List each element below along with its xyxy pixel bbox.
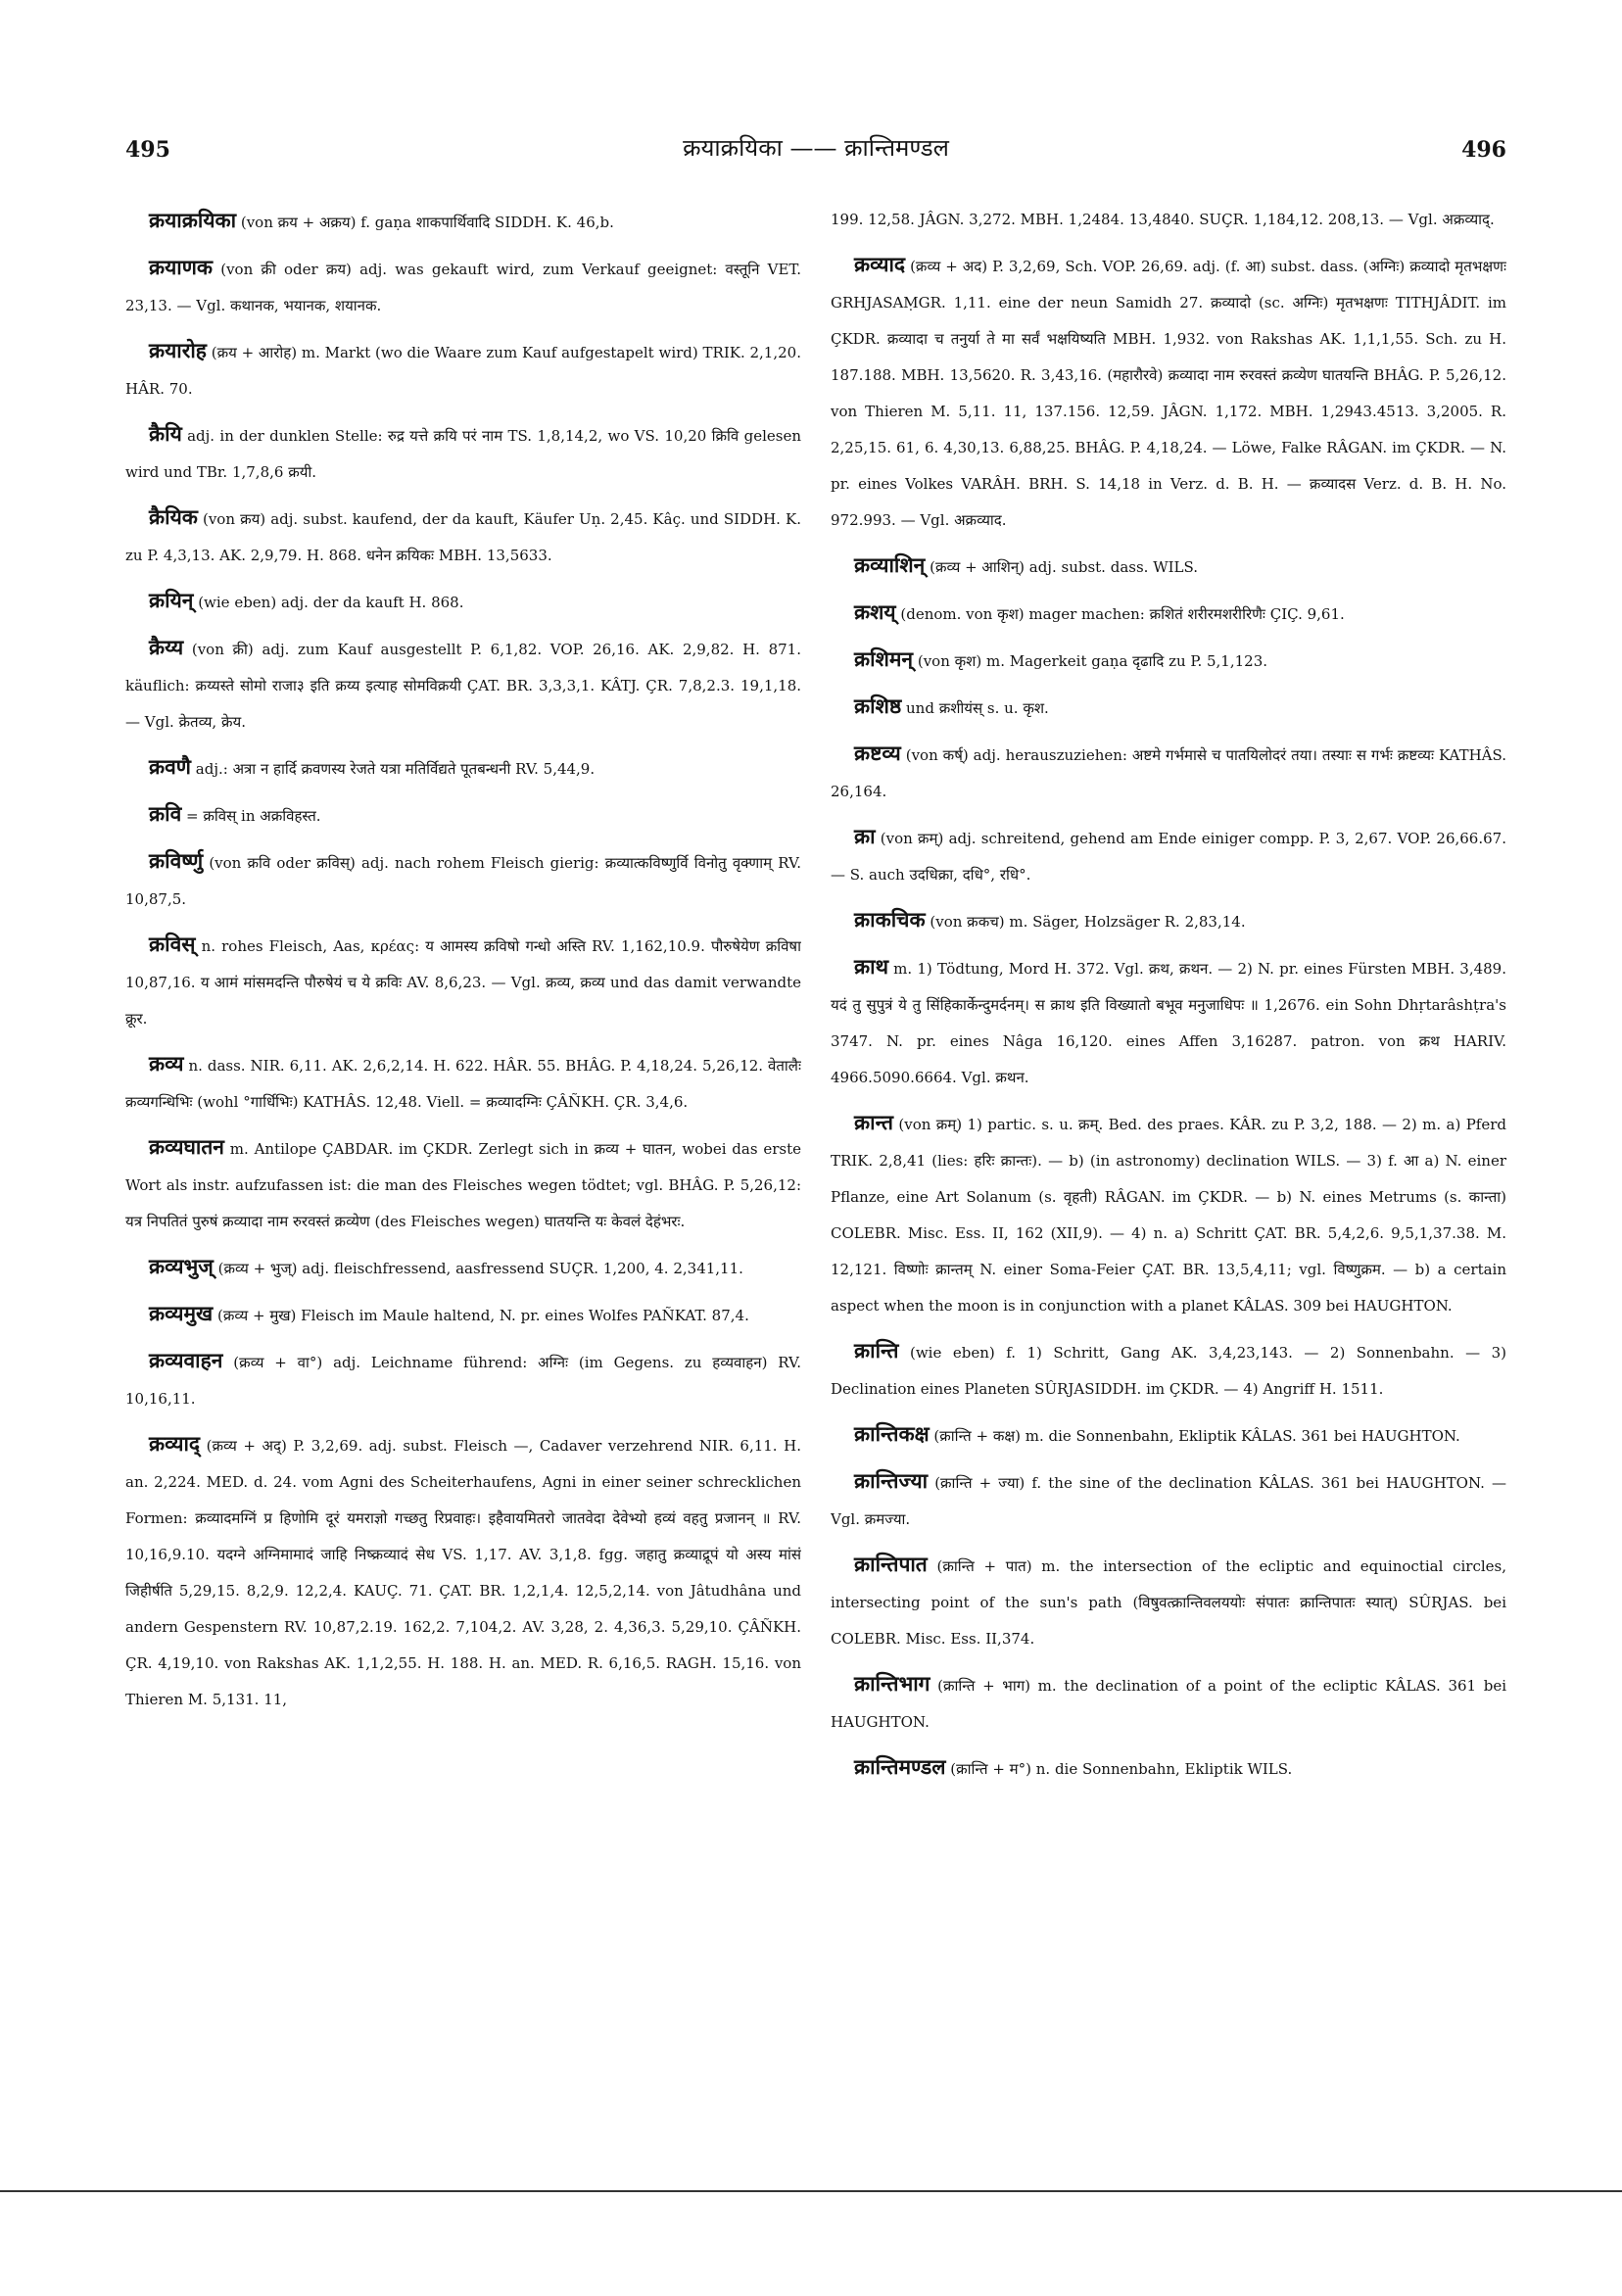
dictionary-entry (831, 1665, 1506, 1741)
dictionary-entry (125, 415, 801, 491)
entry-headword: क्रवणै (149, 754, 191, 779)
entry-text: (क्रव्य + भुज्) adj. fleischfressend, aasfressend SUÇR. 1,200, 4. 2,341,11. (217, 1260, 743, 1277)
dictionary-entry (831, 735, 1506, 810)
entry-headword: क्राथ (854, 954, 888, 979)
dictionary-entry (831, 1415, 1506, 1455)
dictionary-entry (125, 926, 801, 1037)
entry-headword: क्रव्यभुज् (149, 1254, 214, 1278)
dictionary-entry (125, 1425, 801, 1718)
dictionary-entry (831, 901, 1506, 940)
entry-text: adj.: अत्रा न हार्दि क्रवणस्य रेजते यत्रा मतिर्विद्यते पूतबन्धनी RV. 5,44,9. (195, 760, 596, 778)
entry-headword: क्रव्यवाहन (149, 1348, 223, 1372)
entry-headword: क्रयारोह (149, 338, 207, 362)
entry-headword: क्रशिष्ठ (854, 694, 902, 718)
entry-text: (von कृश) m. Magerkeit gaṇa दृढादि zu P. 5,1,123. (917, 652, 1268, 670)
dictionary-entry (831, 547, 1506, 586)
dictionary-entry (831, 688, 1506, 727)
dictionary-entry (831, 1546, 1506, 1657)
dictionary-entry (831, 641, 1506, 680)
entry-headword: क्रान्तिज्या (854, 1468, 929, 1493)
entry-text: (क्रान्ति + ज्या) f. the sine of the declination KÂLAS. 361 bei HAUGHTON. — Vgl. क्रमज्या. (831, 1474, 1506, 1528)
entry-text: (denom. von कृश) mager machen: क्रशितं शरीरमशरीरिणैः ÇIÇ. 9,61. (900, 605, 1345, 623)
right-column (831, 202, 1506, 2141)
entry-text: (क्रान्ति + म°) n. die Sonnenbahn, Ekliptik WILS. (950, 1760, 1293, 1778)
entry-text: 199. 12,58. JÂGN. 3,272. MBH. 1,2484. 13,4840. SUÇR. 1,184,12. 208,13. — Vgl. अक्रव्याद्. (831, 211, 1495, 228)
entry-headword: क्रैय्य (149, 635, 184, 659)
entry-text: n. rohes Fleisch, Aas, κρέας: य आमस्य क्रविषो गन्धो अस्ति RV. 1,162,10.9. पौरुषेयेण क्रविषा 10,87,16. य आमं मांसमदन्ति पौरुषेयं च ये क्रविः AV. 8,6,23. — Vgl. क्रव्य, क्रव्य und das damit verwandte क्रूर. (125, 937, 801, 1028)
dictionary-entry (831, 948, 1506, 1096)
entry-text: = क्रविस् in अक्रविहस्त. (186, 807, 321, 825)
entry-text: (क्रव्य + मुख) Fleisch im Maule haltend, N. pr. eines Wolfes PAÑKAT. 87,4. (217, 1307, 749, 1324)
entry-text: (क्रान्ति + कक्ष) m. die Sonnenbahn, Ekliptik KÂLAS. 361 bei HAUGHTON. (933, 1427, 1460, 1445)
page-header (125, 134, 1506, 176)
entry-text: n. dass. NIR. 6,11. AK. 2,6,2,14. H. 622. HÂR. 55. BHÂG. P. 4,18,24. 5,26,12. वेतालैः क्रव्यगन्धिभिः (wohl °गार्धिभिः) KATHÂS. 12,48. Viell. = क्रव्यादग्निः ÇÂÑKH. ÇR. 3,4,6. (125, 1057, 801, 1111)
entry-headword: क्रशय् (854, 599, 896, 624)
entry-headword: क्रैयिक (149, 504, 198, 529)
entry-text: (क्रव्य + अद) P. 3,2,69, Sch. VOP. 26,69. adj. (f. आ) subst. dass. (अग्निः) क्रव्यादो मृतभक्षणः GRHJASAṂGR. 1,11. eine der neun Samidh 27. क्रव्यादो (sc. अग्निः) मृतभक्षणः TITHJÂDIT. im ÇKDR. क्रव्यादा च तनुर्या ते मा सर्वं भक्षयिष्यति MBH. 1,932. von Rakshas AK. 1,1,1,55. Sch. zu H. 187.188. MBH. 13,5620. R. 3,43,16. (महारौरवे) क्रव्यादा नाम रुरवस्तं क्रव्येण घातयन्ति BHÂG. P. 5,26,12. von Thieren M. 5,11. 11, 137.156. 12,59. JÂGN. 1,172. MBH. 1,2943.4513. 3,2005. R. 2,25,15. 61, 6. 4,30,13. 6,88,25. BHÂG. P. 4,18,24. — Löwe, Falke RÂGAN. im ÇKDR. — N. pr. eines Volkes VARÂH. BRH. S. 14,18 in Verz. d. B. H. — क्रव्यादस Verz. d. B. H. No. 972.993. — Vgl. अक्रव्याद. (831, 258, 1506, 529)
entry-headword: क्रयाक्रयिका (149, 208, 237, 232)
dictionary-entry (125, 249, 801, 324)
dictionary-entry (831, 246, 1506, 539)
entry-headword: क्रा (854, 824, 876, 848)
entry-text: m. Antilope ÇABDAR. im ÇKDR. Zerlegt sich in क्रव्य + घातन, wobei das erste Wort als instr. aufzufassen ist: die man des Fleisches wegen tödtet; vgl. BHÂG. P. 5,26,12: यत्र निपतितं पुरुषं क्रव्यादा नाम रुरवस्तं क्रव्येण (des Fleisches wegen) घातयन्ति यः केवलं देहंभरः. (125, 1140, 801, 1230)
running-head: क्रयाक्रयिका —— क्रान्तिमण्डल (683, 134, 949, 162)
dictionary-entry (125, 1295, 801, 1334)
entry-headword: क्रान्त (854, 1110, 894, 1134)
entry-headword: क्रान्तिकक्ष (854, 1421, 930, 1446)
entry-text: (von क्री oder क्रय) adj. was gekauft wird, zum Verkauf geeignet: वस्तूनि VET. 23,13. — Vgl. कथानक, भयानक, शयानक. (125, 261, 801, 314)
entry-text: (von क्री) adj. zum Kauf ausgestellt P. 6,1,82. VOP. 26,16. AK. 2,9,82. H. 871. käuflich: क्रय्यस्ते सोमो राजा३ इति क्रय्य इत्याह सोमविक्रयी ÇAT. BR. 3,3,3,1. KÂTJ. ÇR. 7,8,2.3. 19,1,18. — Vgl. क्रेतव्य, क्रेय. (125, 641, 801, 731)
entry-headword: क्रविस् (149, 932, 196, 956)
entry-headword: क्रान्तिभाग (854, 1671, 930, 1696)
dictionary-entry (831, 594, 1506, 633)
entry-text: adj. in der dunklen Stelle: रुद्र यत्ते क्रयि परं नाम TS. 1,8,14,2, wo VS. 10,20 क्रिवि gelesen wird und TBr. 1,7,8,6 क्रयी. (125, 427, 801, 481)
dictionary-entry (125, 582, 801, 621)
entry-text: (von क्रय + अक्रय) f. gaṇa शाकपार्थिवादि SIDDH. K. 46,b. (240, 214, 614, 231)
dictionary-entry (831, 1332, 1506, 1408)
dictionary-entry (831, 1748, 1506, 1788)
entry-text: (क्रान्ति + भाग) m. the declination of a point of the ecliptic KÂLAS. 361 bei HAUGHTON. (831, 1677, 1506, 1731)
dictionary-entry (831, 1104, 1506, 1324)
dictionary-entry (831, 1462, 1506, 1538)
entry-text: und क्रशीयंस् s. u. कृश. (906, 699, 1049, 717)
left-column (125, 202, 801, 2141)
entry-headword: क्रान्तिमण्डल (854, 1754, 946, 1779)
entry-text: (wie eben) f. 1) Schritt, Gang AK. 3,4,23,143. — 2) Sonnenbahn. — 3) Declination eines Planeten SÛRJASIDDH. im ÇKDR. — 4) Angriff H. 1511. (831, 1344, 1506, 1398)
entry-headword: क्रविर्ष्णु (149, 848, 204, 873)
entry-text: (wie eben) adj. der da kauft H. 868. (198, 594, 464, 611)
dictionary-entry (831, 818, 1506, 893)
entry-headword: क्रव्याद् (149, 1431, 201, 1456)
dictionary-entry (125, 332, 801, 407)
entry-text: (von कर्ष्) adj. herauszuziehen: अष्टमे गर्भमासे च पातयिलोदरं तया। तस्याः स गर्भः क्रष्टव्यः KATHÂS. 26,164. (831, 746, 1506, 800)
entry-text: (von क्रम्) adj. schreitend, gehend am Ende einiger compp. P. 3, 2,67. VOP. 26,66.67. — S. auch उदधिक्रा, दधि°, रधि°. (831, 830, 1506, 884)
entry-headword: क्रयिन् (149, 588, 194, 612)
entry-headword: क्रव्य (149, 1051, 184, 1076)
entry-headword: क्रयाणक (149, 255, 214, 279)
entry-text: (क्रव्य + आशिन्) adj. subst. dass. WILS. (930, 558, 1199, 576)
dictionary-entry (125, 1045, 801, 1121)
dictionary-entry (125, 1248, 801, 1287)
entry-text: (क्रय + आरोह) m. Markt (wo die Waare zum Kauf aufgestapelt wird) TRIK. 2,1,20. HÂR. 70. (125, 344, 801, 398)
bottom-rule (0, 2190, 1622, 2192)
entry-headword: क्रैयि (149, 421, 182, 446)
entry-text: m. 1) Tödtung, Mord H. 372. Vgl. क्रथ, क्रथन. — 2) N. pr. eines Fürsten MBH. 3,489. यदं तु सुपुत्रं ये तु सिंहिकार्केन्दुमर्दनम्। स क्राथ इति विख्यातो बभूव मनुजाधिपः ॥ 1,2676. ein Sohn Dhṛtarâshṭra's 3747. N. pr. eines Nâga 16,120. eines Affen 3,16287. patron. von क्रथ HARIV. 4966.5090.6664. Vgl. क्रथन. (831, 960, 1506, 1086)
dictionary-entry (125, 629, 801, 741)
dictionary-entry (125, 499, 801, 574)
entry-headword: क्रव्यघातन (149, 1134, 224, 1159)
entry-headword: क्राकचिक (854, 907, 926, 932)
dictionary-entry (125, 748, 801, 788)
entry-headword: क्रव्याशिन् (854, 552, 926, 577)
dictionary-entry (125, 1342, 801, 1417)
entry-text: (von क्रकच) m. Säger, Holzsäger R. 2,83,14. (930, 913, 1246, 931)
dictionary-entry (125, 795, 801, 835)
entry-text: (von क्रय) adj. subst. kaufend, der da kauft, Käufer Uṇ. 2,45. Kâç. und SIDDH. K. zu P. 4,3,13. AK. 2,9,79. H. 868. धनेन क्रयिकः MBH. 13,5633. (125, 510, 801, 564)
entry-text: (क्रव्य + वा°) adj. Leichname führend: अग्निः (im Gegens. zu हव्यवाहन) RV. 10,16,11. (125, 1354, 801, 1408)
entry-headword: क्रष्टव्य (854, 741, 901, 765)
dictionary-columns (125, 202, 1506, 2141)
entry-headword: क्रान्तिपात (854, 1552, 928, 1576)
entry-headword: क्रव्यमुख (149, 1301, 214, 1325)
entry-headword: क्रवि (149, 801, 182, 826)
page-number-right: 496 (1461, 137, 1506, 163)
dictionary-entry (831, 202, 1506, 238)
entry-text: (von क्रवि oder क्रविस्) adj. nach rohem Fleisch gierig: क्रव्यात्कविष्णुर्वि विनोतु वृक्णाम् RV. 10,87,5. (125, 854, 801, 908)
entry-text: (क्रव्य + अद्) P. 3,2,69. adj. subst. Fleisch —, Cadaver verzehrend NIR. 6,11. H. an. 2,224. MED. d. 24. vom Agni des Scheiterhaufens, Agni in einer seiner schrecklichen Formen: क्रव्यादमग्निं प्र हिणोमि दूरं यमराज्ञो गच्छतु रिप्रवाहः। इहैवायमितरो जातवेदा देवेभ्यो हव्यं वहतु प्रजानन् ॥ RV. 10,16,9.10. यदग्ने अग्निमामादं जाहि निष्क्रव्यादं सेध VS. 1,17. AV. 3,1,8. fgg. जहातु क्रव्याद्रूपं यो अस्य मांसं जिहीर्षति 5,29,15. 8,2,9. 12,2,4. KAUÇ. 71. ÇAT. BR. 1,2,1,4. 12,5,2,14. von Jâtudhâna und andern Gespenstern RV. 10,87,2.19. 162,2. 7,104,2. AV. 3,28, 2. 4,36,3. 5,29,10. ÇÂÑKH. ÇR. 4,19,10. von Rakshas AK. 1,1,2,55. H. 188. H. an. MED. R. 6,16,5. RAGH. 15,16. von Thieren M. 5,131. 11, (125, 1437, 801, 1708)
entry-text: (क्रान्ति + पात) m. the intersection of the ecliptic and equinoctial circles, intersecting point of the sun's path (विषुवत्क्रान्तिवलययोः संपातः क्रान्तिपातः स्यात्) SÛRJAS. bei COLEBR. Misc. Ess. II,374. (831, 1557, 1506, 1648)
entry-headword: क्रशिमन् (854, 646, 914, 671)
page-number-left: 495 (125, 137, 170, 163)
entry-headword: क्रान्ति (854, 1338, 899, 1363)
dictionary-entry (125, 842, 801, 918)
dictionary-entry (125, 1128, 801, 1240)
dictionary-entry (125, 202, 801, 241)
entry-headword: क्रव्याद (854, 252, 906, 276)
entry-text: (von क्रम्) 1) partic. s. u. क्रम्. Bed. des praes. KÂR. zu P. 3,2, 188. — 2) m. a) Pferd TRIK. 2,8,41 (lies: हरिः क्रान्तः). — b) (in astronomy) declination WILS. — 3) f. आ a) N. einer Pflanze, eine Art Solanum (s. वृहती) RÂGAN. im ÇKDR. — b) N. eines Metrums (s. कान्ता) COLEBR. Misc. Ess. II, 162 (XII,9). — 4) n. a) Schritt ÇAT. BR. 5,4,2,6. 9,5,1,37.38. M. 12,121. विष्णोः क्रान्तम् N. einer Soma-Feier ÇAT. BR. 13,5,4,11; vgl. विष्णुक्रम. — b) a certain aspect when the moon is in conjunction with a planet KÂLAS. 309 bei HAUGHTON. (831, 1116, 1506, 1315)
